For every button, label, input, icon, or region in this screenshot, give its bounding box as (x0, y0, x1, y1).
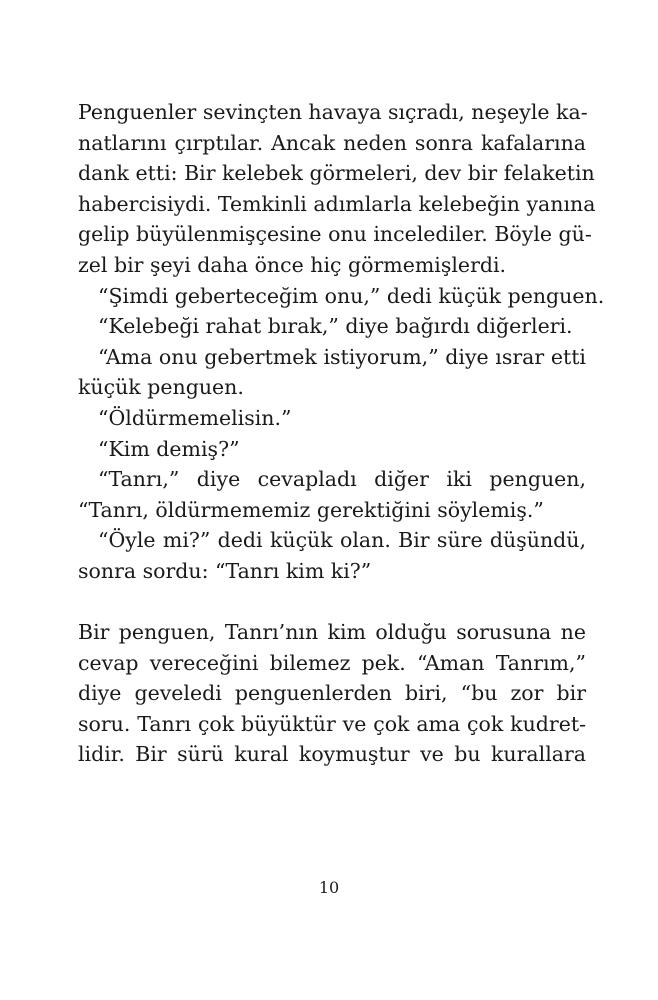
page-body (78, 97, 605, 770)
page-number: 10 (318, 878, 340, 897)
dialogue-paragraph (78, 342, 586, 403)
text-line: diye geveledi penguenlerden biri, “bu zor bir (78, 681, 586, 706)
text-line: lidir. Bir sürü kural koymuştur ve bu kurallara (78, 742, 586, 767)
paragraph-who-is-god (78, 617, 586, 770)
text-line: cevap vereceğini bilemez pek. “Aman Tanrım,” (78, 650, 586, 675)
text-line: Penguenler sevinçten havaya sıçradı, neşeyle ka- (78, 100, 588, 124)
dialogue-paragraph (78, 464, 586, 525)
text-line: natlarını çırptılar. Ancak neden sonra kafalarına (78, 130, 586, 155)
text-line: habercisiydi. Temkinli adımlarla kelebeğin yanına (78, 191, 596, 216)
text-line: dank etti: Bir kelebek görmeleri, dev bir felaketin (78, 161, 595, 186)
dialogue-line: “Ama onu gebertmek istiyorum,” diye ısrar etti (98, 344, 586, 369)
dialogue-line: küçük penguen. (78, 375, 244, 400)
dialogue-line: “Kim demiş?” (98, 436, 240, 461)
dialogue-line: “Şimdi geberteceğim onu,” dedi küçük penguen. (98, 283, 605, 308)
section-break (78, 587, 586, 618)
dialogue-line: “Tanrı,” diye cevapladı diğer iki penguen, (98, 467, 586, 492)
text-line: zel bir şeyi daha önce hiç görmemişlerdi. (78, 252, 507, 277)
dialogue-line: “Öldürmemelisin.” (98, 405, 292, 430)
paragraph-penguins-celebrate (78, 97, 596, 281)
dialogue-line: “Tanrı, öldürmememiz gerektiğini söylemiş.” (78, 497, 544, 522)
dialogue-paragraph (78, 525, 586, 586)
text-line: Bir penguen, Tanrı’nın kim olduğu sorusuna ne (78, 620, 586, 645)
dialogue-line: sonra sordu: “Tanrı kim ki?” (78, 558, 372, 583)
dialogue-line: “Kelebeği rahat bırak,” diye bağırdı diğerleri. (98, 314, 573, 339)
dialogue-line: “Öyle mi?” dedi küçük olan. Bir süre düşündü, (98, 528, 586, 553)
text-line: soru. Tanrı çok büyüktür ve çok ama çok kudret- (78, 711, 586, 736)
text-line: gelip büyülenmişçesine onu incelediler. Böyle gü- (78, 222, 592, 247)
